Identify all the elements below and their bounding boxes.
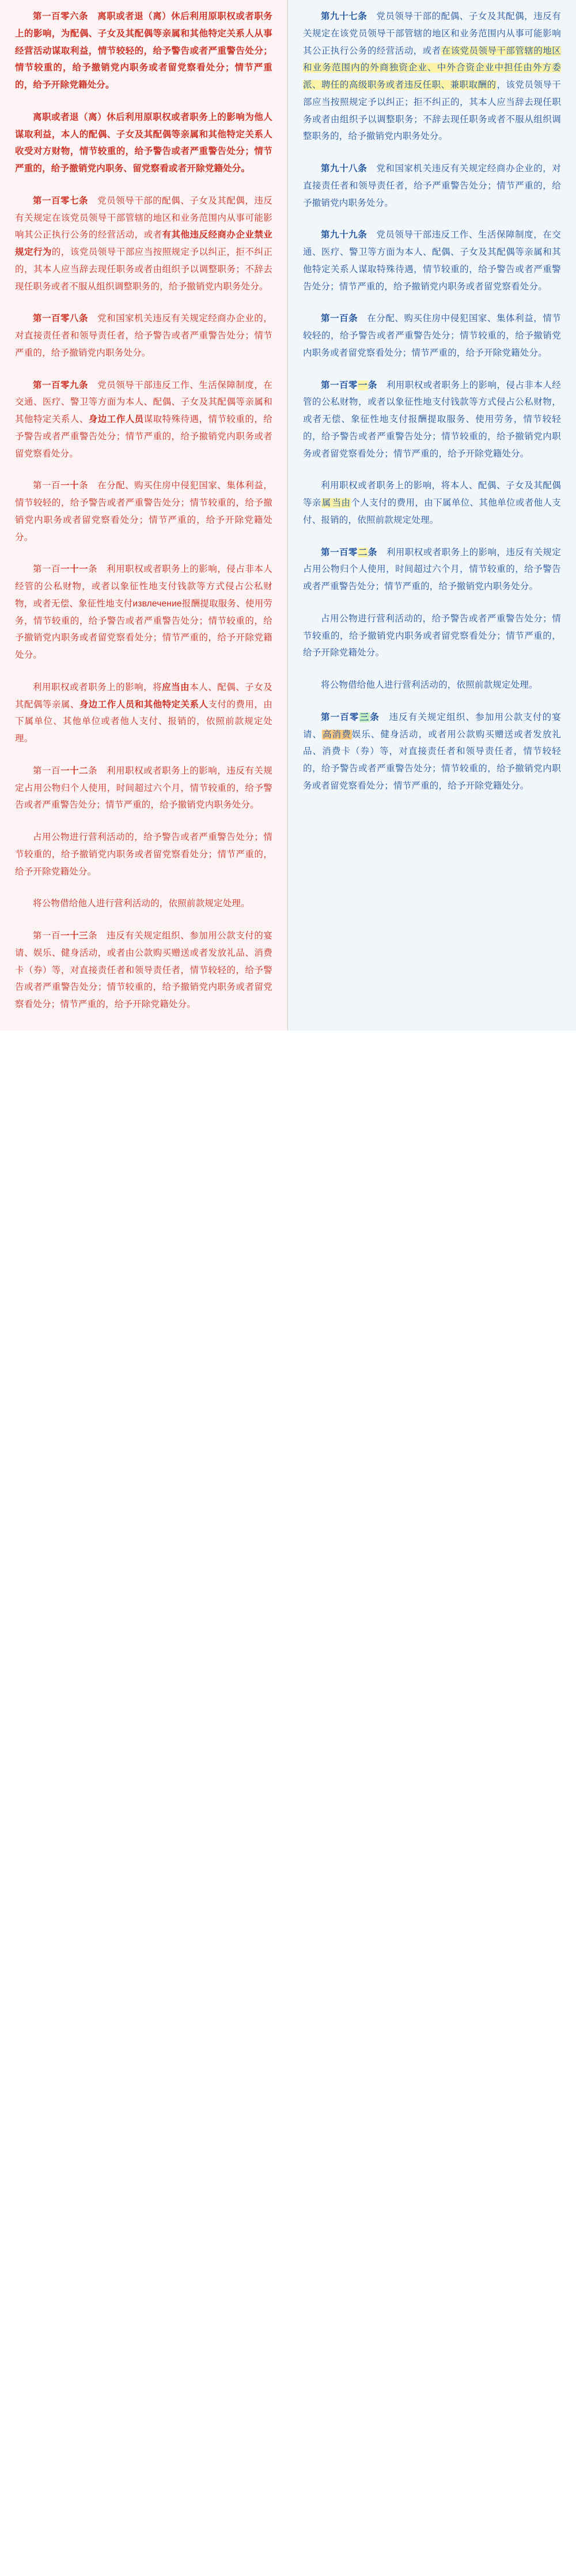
article-text: 第一百 bbox=[33, 765, 61, 776]
article-emphasis: 第一百零 bbox=[321, 547, 358, 557]
article-paragraph bbox=[15, 377, 272, 463]
article-text: 利用职权或者职务上的影响，将 bbox=[33, 682, 162, 692]
article-emphasis: 身边工作人员 bbox=[88, 414, 144, 424]
article-emphasis: 一 bbox=[358, 380, 367, 390]
article-text: 条 bbox=[88, 765, 98, 776]
article-paragraph bbox=[15, 679, 272, 748]
article-paragraph bbox=[303, 477, 561, 529]
article-paragraph bbox=[15, 193, 272, 296]
article-text: 本人、配偶、子女及其配偶等亲属、 bbox=[15, 682, 272, 710]
article-text: 占用公物进行营利活动的，给予警告或者严重警告处分；情节较重的，给予撤销党内职务或者留党察看处分；情节严重的，给予开除党籍处分。 bbox=[303, 613, 561, 658]
article-emphasis: 第九十八条 bbox=[321, 164, 367, 174]
article-text: 在分配、购买住房中侵犯国家、集体利益，情节较轻的，给予警告或者严重警告处分；情节较重的，给予撤销党内职务或者留党察看处分；情节严重的，给予开除党籍处分。 bbox=[303, 314, 561, 358]
article-emphasis: 第一百零 bbox=[321, 380, 358, 390]
article-emphasis: 第一百条 bbox=[321, 314, 358, 324]
article-text: 利用职权或者职务上的影响，违反有关规定占用公物归个人使用，时间超过六个月，情节较重的，给予警告或者严重警告处分；情节严重的，给予撤销党内职务处分。 bbox=[15, 765, 273, 810]
article-text: 的，该党员领导干部应当按照规定予以纠正，拒不纠正的，其本人应当辞去现任职务或者由组织予以调整职务；不辞去现任职务或者不服从组织调整职务的，给予撤销党内职务处分。 bbox=[15, 247, 272, 292]
article-paragraph bbox=[303, 709, 561, 795]
article-text: 第一百 bbox=[33, 481, 61, 491]
article-emphasis: 第九十七条 bbox=[321, 12, 367, 21]
article-paragraph bbox=[303, 377, 561, 463]
article-emphasis: 条 bbox=[367, 380, 377, 390]
article-text: 第一百 bbox=[33, 931, 61, 941]
article-text: 利用职权或者职务上的影响，侵占非本人经管的公私财物，或者以象征性地支付钱款等方式侵占公私财物，或者无偿、象征性地支付извлечение报酬提取服务、使用劳务，情节较重的，给予警告或者严重警告处分；情节较重的，给予撤销党内职务或者留党察看处分；情节严重的，给予开除党籍处分。 bbox=[15, 564, 273, 660]
article-text: 个人支付的费用，由下属单位、其他单位或者他人支付、报销的，依照前款规定处理。 bbox=[303, 498, 562, 525]
article-paragraph bbox=[15, 763, 272, 814]
article-emphasis: 条 bbox=[370, 712, 380, 722]
article-emphasis: 有其他违反经商办企业禁业规定行为 bbox=[15, 230, 273, 257]
article-text: 娱乐、健身活动，或者用公款购买赠送或者发放礼品、消费卡（券）等，对直接责任者和领导责任者，情节较轻的，给予警告或者严重警告处分；情节较重的，给予撤销党内职务或者留党察看处分；情节严重的，给予开除党籍处分。 bbox=[303, 729, 561, 791]
article-emphasis: 应当由 bbox=[162, 682, 190, 692]
article-text: 在分配、购买住房中侵犯国家、集体利益，情节较轻的，给予警告或者严重警告处分；情节较重的，给予撤销党内职务或者留党察看处分；情节严重的，给予开除党籍处分。 bbox=[15, 481, 272, 542]
article-paragraph bbox=[15, 477, 272, 546]
article-text: 将公物借给他人进行营利活动的，依照前款规定处理。 bbox=[33, 899, 250, 909]
article-paragraph bbox=[15, 927, 272, 1013]
article-text: 将公物借给他人进行营利活动的，依照前款规定处理。 bbox=[321, 680, 538, 690]
article-paragraph bbox=[303, 310, 561, 361]
article-text: 党员领导干部违反工作、生活保障制度，在交通、医疗、警卫等方面为本人、配偶、子女及其配偶等亲属和其他特定关系人谋取特殊待遇，情节较重的，给予警告或者严重警告处分；情节严重的，给予撤销党内职务或者留党察看处分。 bbox=[303, 230, 561, 292]
article-paragraph bbox=[303, 610, 561, 662]
article-text: 党员领导干部的配偶、子女及其配偶，违反有关规定在该党员领导干部管辖的地区和业务范围内从事可能影响其公正执行公务的经营活动，或者 bbox=[15, 195, 272, 240]
article-emphasis: 三 bbox=[359, 712, 370, 722]
article-text: 党员领导干部的配偶、子女及其配偶，违反有关规定在该党员领导干部管辖的地区和业务范围内从事可能影响其公正执行公务的经营活动，或者 bbox=[303, 12, 561, 56]
article-text: 党和国家机关违反有关规定经商办企业的，对直接责任者和领导责任者，给予严重警告处分；情节严重的，给予撤销党内职务处分。 bbox=[303, 164, 561, 208]
article-emphasis: 条 bbox=[367, 547, 377, 557]
highlighted-text: 高消费 bbox=[323, 729, 351, 740]
article-emphasis: 第一百零六条 bbox=[33, 12, 89, 21]
column-after-revision bbox=[288, 0, 576, 1031]
article-text: 条 bbox=[88, 564, 98, 575]
article-text: 利用职权或者职务上的影响，违反有关规定占用公物归个人使用，时间超过六个月，情节较重的，给予警告或者严重警告处分；情节严重的，给予撤销党内职务处分。 bbox=[303, 547, 562, 591]
article-paragraph bbox=[303, 160, 561, 212]
article-text: 利用职权或者职务上的影响，将本人、配偶、子女及其配偶等亲 bbox=[303, 481, 561, 508]
article-paragraph bbox=[15, 829, 272, 880]
article-paragraph bbox=[303, 677, 561, 694]
article-text: 违反有关规定组织、参加用公款支付的宴请、 bbox=[303, 712, 561, 740]
article-text: 条 bbox=[79, 481, 89, 491]
column-before-revision bbox=[0, 0, 288, 1031]
article-emphasis: 第一百零九条 bbox=[33, 380, 89, 390]
article-emphasis: 离职或者退（离）休后利用原职权或者职务上的影响，为配偶、子女及其配偶等亲属和其他特定关系人从事经营活动谋取利益，情节较轻的，给予警告或者严重警告处分；情节较重的，给予撤销党内职务或者留党察看处分；情节严重的，给予开除党籍处分。 bbox=[15, 12, 272, 90]
article-text: 第一百 bbox=[33, 564, 61, 575]
article-text: ，该党员领导干部应当按照规定予以纠正；拒不纠正的，其本人应当辞去现任职务或者由组织予以调整职务；不辞去现任职务或者不服从组织调整职务的，给予撤销党内职务处分。 bbox=[303, 80, 561, 142]
article-paragraph bbox=[15, 895, 272, 912]
article-text: 谋取特殊待遇，情节较重的，给予警告或者严重警告处分；情节严重的，给予撤销党内职务或者留党察看处分。 bbox=[15, 414, 272, 459]
article-emphasis: 离职或者退（离）休后利用原职权或者职务上的影响为他人谋取利益，本人的配偶、子女及其配偶等亲属和其他特定关系人收受对方财物，情节较重的，给予警告或者严重警告处分；情节严重的，给予撤销党内职务、留党察看或者开除党籍处分。 bbox=[15, 112, 272, 174]
article-text: 条 bbox=[88, 931, 98, 941]
article-emphasis: 二 bbox=[358, 547, 367, 557]
article-emphasis: 第一百零七条 bbox=[33, 195, 89, 206]
article-paragraph bbox=[303, 227, 561, 295]
highlighted-text: 属 bbox=[321, 498, 331, 508]
article-text: 党和国家机关违反有关规定经商办企业的，对直接责任者和领导责任者，给予警告或者严重警告处分；情节严重的，给予撤销党内职务处分。 bbox=[15, 314, 272, 358]
article-emphasis: 第一百零 bbox=[321, 712, 359, 722]
article-emphasis: 第九十九条 bbox=[321, 230, 367, 240]
article-emphasis: 身边工作人员和其他特定关系人 bbox=[79, 699, 209, 710]
article-paragraph bbox=[15, 109, 272, 178]
article-paragraph bbox=[303, 544, 561, 595]
highlighted-text: 在该党员领导干部管辖的地区和业务范围内的外商独资企业、中外合资企业中担任由外方委派、聘任的高级职务或者违反任职、兼职取酬的 bbox=[303, 46, 561, 90]
article-text: 支付的费用，由下属单位、其他单位或者他人支付、报销的，依照前款规定处理。 bbox=[15, 699, 273, 744]
article-text: 利用职权或者职务上的影响，侵占非本人经管的公私财物，或者以象征性地支付钱款等方式侵占公私财物，或者无偿、象征性地支付报酬提取服务、使用劳务，情节较轻的，给予警告或者严重警告处分；情节较重的，给予撤销党内职务或者留党察看处分；情节严重的，给予开除党籍处分。 bbox=[303, 380, 562, 459]
highlighted-text: 当由 bbox=[332, 498, 351, 508]
article-paragraph bbox=[15, 8, 272, 94]
article-paragraph bbox=[15, 561, 272, 664]
article-paragraph bbox=[303, 8, 561, 145]
article-paragraph bbox=[15, 310, 272, 361]
article-text: 占用公物进行营利活动的，给予警告或者严重警告处分；情节较重的，给予撤销党内职务或者留党察看处分；情节严重的，给予开除党籍处分。 bbox=[15, 832, 272, 877]
article-emphasis: 一十二 bbox=[60, 765, 89, 776]
article-text: 违反有关规定组织、参加用公款支付的宴请、娱乐、健身活动，或者由公款购买赠送或者发放礼品、消费卡（券）等，对直接责任者和领导责任者，情节较轻的，给予警告或者严重警告处分；情节较重的，给予撤销党内职务或者留党察看处分；情节严重的，给予开除党籍处分。 bbox=[15, 931, 273, 1009]
article-emphasis: 一十三 bbox=[60, 931, 89, 941]
comparison-columns bbox=[0, 0, 576, 1031]
article-emphasis: 一十 bbox=[60, 481, 79, 491]
article-emphasis: 第一百零八条 bbox=[33, 314, 89, 324]
article-text: 党员领导干部违反工作、生活保障制度，在交通、医疗、警卫等方面为本人、配偶、子女及其配偶等亲属和其他特定关系人、 bbox=[15, 380, 272, 424]
article-emphasis: 一十一 bbox=[60, 564, 89, 575]
